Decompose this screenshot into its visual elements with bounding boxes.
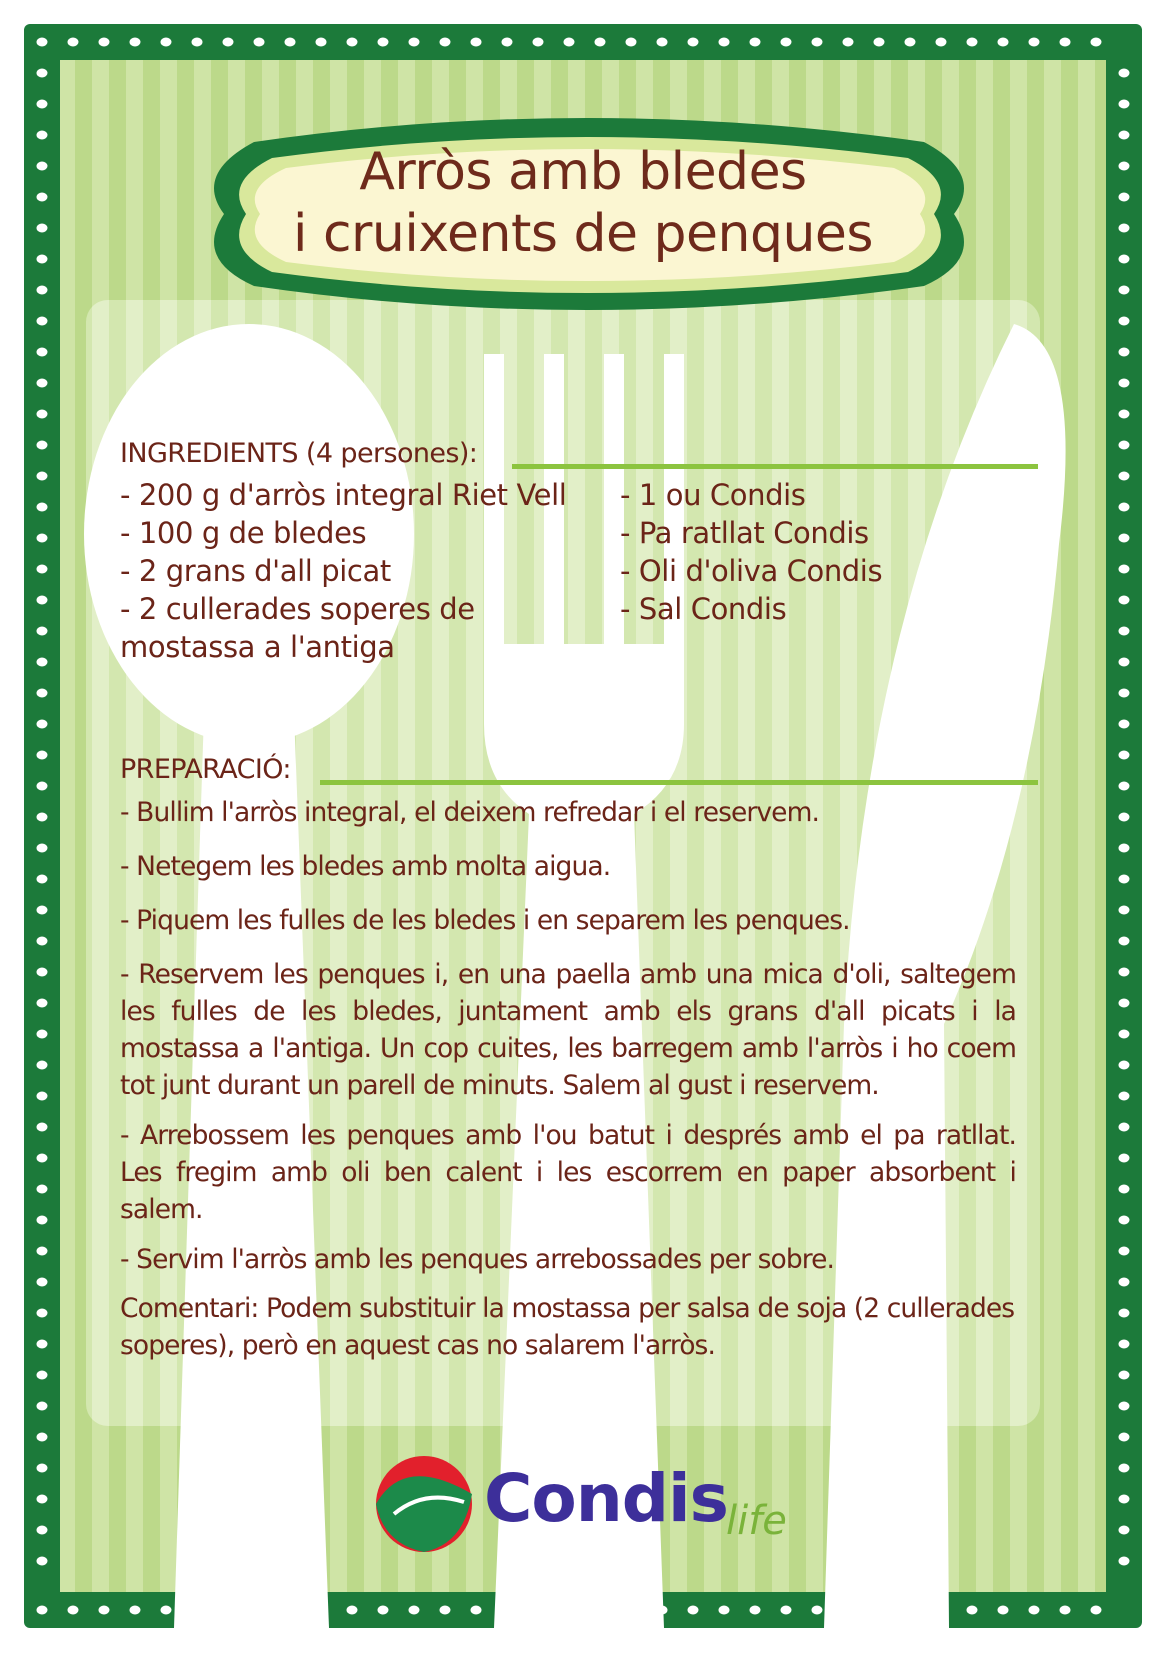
brand-name: Condis	[484, 1460, 728, 1537]
recipe-title-line1: Arròs amb bledes	[359, 142, 807, 202]
preparation-step: - Bullim l'arròs integral, el deixem refredar i el reservem.	[120, 797, 820, 828]
ingredients-rule	[512, 464, 1038, 469]
preparation-step: - Piquem les fulles de les bledes i en separem les penques.	[120, 905, 850, 936]
ingredients-left-list	[120, 476, 620, 666]
ingredient-item: - Oli d'oliva Condis	[620, 554, 883, 588]
condis-logo-icon	[376, 1456, 472, 1552]
ingredient-item: - 2 grans d'all picat	[120, 554, 391, 588]
brand-suffix: life	[726, 1498, 787, 1544]
recipe-title-line2: i cruixents de penques	[292, 204, 874, 264]
ingredient-item: - 200 g d'arròs integral Riet Vell	[120, 478, 567, 512]
preparation-step: - Reservem les penques i, en una paella amb una mica d'oli, saltegem les fulles de les bledes, juntament amb els grans d'all picats i la mostassa a l'antiga. Un cop cuites, les barregem amb l'arròs i ho coem tot junt durant un parell de minuts. Salem al gust i reservem.	[120, 959, 1016, 1101]
recipe-card	[24, 24, 1142, 1628]
ingredients-heading: INGREDIENTS (4 persones):	[120, 438, 478, 469]
preparation-comment: Comentari: Podem substituir la mostassa per salsa de soja (2 cullerades soperes), però en aquest cas no salarem l'arròs.	[120, 1293, 1015, 1361]
ingredient-item: - Pa ratllat Condis	[620, 516, 869, 550]
ingredient-item: mostassa a l'antiga	[120, 630, 395, 664]
ingredients-right-list	[620, 476, 1020, 628]
ingredient-item: - 100 g de bledes	[120, 516, 367, 550]
preparation-step: - Netegem les bledes amb molta aigua.	[120, 851, 611, 882]
ingredient-item: - 1 ou Condis	[620, 478, 806, 512]
preparation-rule	[320, 780, 1038, 785]
ingredient-item: - 2 cullerades soperes de	[120, 592, 475, 626]
preparation-heading: PREPARACIÓ:	[120, 754, 291, 785]
preparation-step: - Servim l'arròs amb les penques arrebossades per sobre.	[120, 1244, 835, 1275]
preparation-step: - Arrebossem les penques amb l'ou batut i després amb el pa ratllat. Les fregim amb oli ben calent i les escorrem en paper absorbent i salem.	[120, 1120, 1016, 1225]
ingredient-item: - Sal Condis	[620, 592, 787, 626]
preparation-steps	[120, 794, 1016, 1364]
